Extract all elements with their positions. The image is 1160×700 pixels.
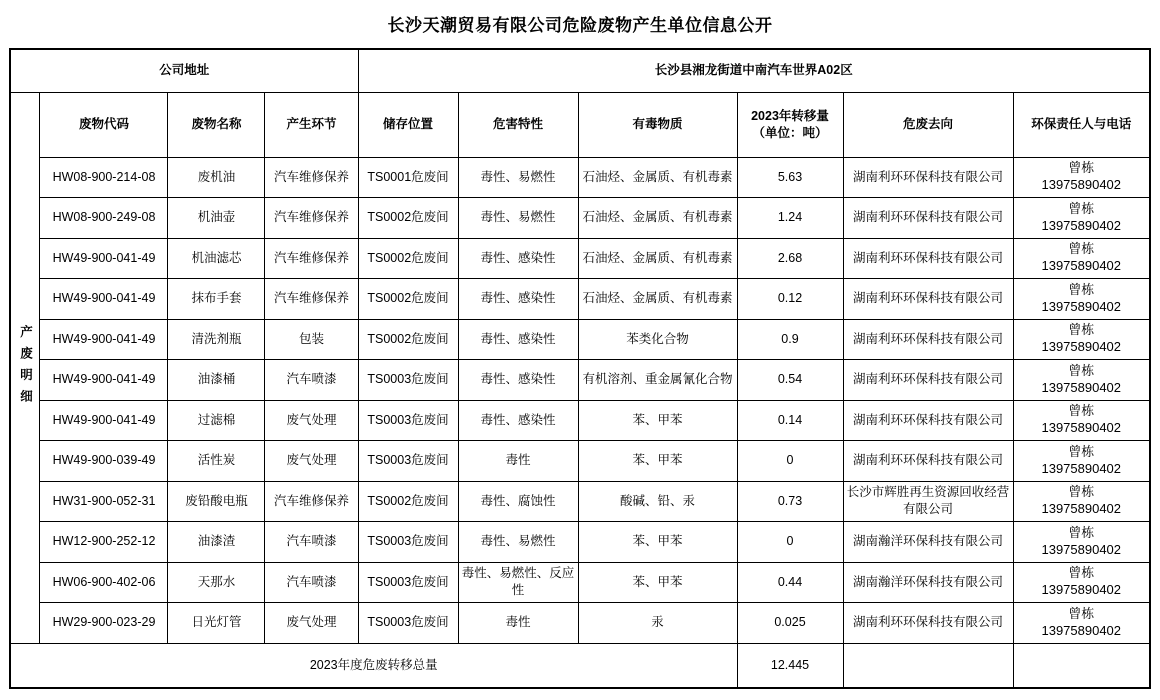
contact-person: 曾栋 [1068,605,1095,621]
waste-code-cell: HW08-900-214-08 [40,157,168,198]
toxic-cell: 苯、甲苯 [578,400,737,441]
contact-phone: 13975890402 [1041,298,1122,314]
hazard-cell: 毒性、感染性 [458,360,578,401]
stage-cell: 汽车喷漆 [265,562,358,603]
waste-name-cell: 机油滤芯 [168,238,265,279]
company-address-row [10,49,1150,92]
contact-person: 曾栋 [1068,443,1095,459]
stage-cell: 汽车喷漆 [265,522,358,563]
header-contact: 环保责任人与电话 [1013,92,1150,157]
waste-name-cell: 过滤棉 [168,400,265,441]
contact-cell [1013,562,1150,603]
storage-cell: TS0003危废间 [358,562,458,603]
hazard-cell: 毒性、感染性 [458,279,578,320]
destination-cell: 湖南利环环保科技有限公司 [843,603,1013,644]
contact-cell [1013,481,1150,522]
stage-cell: 废气处理 [265,603,358,644]
waste-name-cell: 天那水 [168,562,265,603]
hazard-cell: 毒性、感染性 [458,238,578,279]
table-row [10,481,1150,522]
waste-code-cell: HW49-900-041-49 [40,360,168,401]
destination-cell: 湖南瀚洋环保科技有限公司 [843,522,1013,563]
toxic-cell: 苯、甲苯 [578,562,737,603]
destination-cell: 湖南利环环保科技有限公司 [843,400,1013,441]
contact-person: 曾栋 [1068,160,1095,176]
contact-cell [1013,360,1150,401]
storage-cell: TS0003危废间 [358,360,458,401]
footer-empty-contact [1013,643,1150,688]
table-header-row [10,92,1150,157]
contact-phone: 13975890402 [1041,541,1122,557]
table-row [10,238,1150,279]
waste-name-cell: 机油壶 [168,198,265,239]
contact-phone: 13975890402 [1041,258,1122,274]
header-amount-line1: 2023年转移量 [751,108,829,123]
toxic-cell: 汞 [578,603,737,644]
contact-person: 曾栋 [1068,484,1095,500]
amount-cell: 0.44 [737,562,843,603]
stage-cell: 废气处理 [265,441,358,482]
header-stage: 产生环节 [265,92,358,157]
waste-name-cell: 油漆桶 [168,360,265,401]
contact-phone: 13975890402 [1041,379,1122,395]
contact-cell [1013,522,1150,563]
table-row [10,279,1150,320]
stage-cell: 汽车维修保养 [265,279,358,320]
stage-cell: 汽车喷漆 [265,360,358,401]
contact-cell [1013,279,1150,320]
table-row [10,319,1150,360]
waste-code-cell: HW49-900-041-49 [40,238,168,279]
contact-cell [1013,400,1150,441]
table-row [10,562,1150,603]
company-address-label: 公司地址 [10,49,358,92]
hazard-cell: 毒性、腐蚀性 [458,481,578,522]
amount-cell: 0.54 [737,360,843,401]
contact-phone: 13975890402 [1041,582,1122,598]
hazard-cell: 毒性、感染性 [458,319,578,360]
contact-cell [1013,603,1150,644]
waste-name-cell: 抹布手套 [168,279,265,320]
stage-cell: 汽车维修保养 [265,198,358,239]
storage-cell: TS0002危废间 [358,481,458,522]
hazard-cell: 毒性、易燃性 [458,198,578,239]
destination-cell: 湖南瀚洋环保科技有限公司 [843,562,1013,603]
contact-cell [1013,157,1150,198]
waste-code-cell: HW49-900-041-49 [40,400,168,441]
waste-name-cell: 废铅酸电瓶 [168,481,265,522]
contact-person: 曾栋 [1068,565,1095,581]
contact-person: 曾栋 [1068,241,1095,257]
header-hazard: 危害特性 [458,92,578,157]
contact-cell [1013,198,1150,239]
stage-cell: 废气处理 [265,400,358,441]
waste-code-cell: HW31-900-052-31 [40,481,168,522]
storage-cell: TS0002危废间 [358,198,458,239]
hazard-cell: 毒性、易燃性、反应性 [458,562,578,603]
destination-cell: 长沙市辉胜再生资源回收经营有限公司 [843,481,1013,522]
header-waste-name: 废物名称 [168,92,265,157]
toxic-cell: 苯、甲苯 [578,441,737,482]
contact-person: 曾栋 [1068,524,1095,540]
storage-cell: TS0003危废间 [358,441,458,482]
contact-person: 曾栋 [1068,200,1095,216]
amount-cell: 0 [737,441,843,482]
table-row [10,157,1150,198]
amount-cell: 5.63 [737,157,843,198]
contact-cell [1013,319,1150,360]
waste-code-cell: HW49-900-041-49 [40,319,168,360]
table-row [10,400,1150,441]
toxic-cell: 苯、甲苯 [578,522,737,563]
waste-name-cell: 废机油 [168,157,265,198]
table-row [10,198,1150,239]
side-label-text: 产废明细 [18,324,33,411]
amount-cell: 1.24 [737,198,843,239]
waste-name-cell: 油漆渣 [168,522,265,563]
contact-phone: 13975890402 [1041,339,1122,355]
toxic-cell: 有机溶剂、重金属氰化合物 [578,360,737,401]
contact-cell [1013,441,1150,482]
stage-cell: 汽车维修保养 [265,481,358,522]
waste-name-cell: 活性炭 [168,441,265,482]
waste-code-cell: HW12-900-252-12 [40,522,168,563]
contact-phone: 13975890402 [1041,460,1122,476]
contact-phone: 13975890402 [1041,177,1122,193]
destination-cell: 湖南利环环保科技有限公司 [843,360,1013,401]
waste-name-cell: 清洗剂瓶 [168,319,265,360]
hazard-cell: 毒性、易燃性 [458,522,578,563]
stage-cell: 包装 [265,319,358,360]
contact-person: 曾栋 [1068,362,1095,378]
waste-code-cell: HW06-900-402-06 [40,562,168,603]
hazard-cell: 毒性 [458,603,578,644]
contact-person: 曾栋 [1068,403,1095,419]
toxic-cell: 酸碱、铅、汞 [578,481,737,522]
toxic-cell: 石油烃、金属质、有机毒素 [578,157,737,198]
storage-cell: TS0002危废间 [358,279,458,320]
contact-person: 曾栋 [1068,281,1095,297]
contact-phone: 13975890402 [1041,420,1122,436]
toxic-cell: 石油烃、金属质、有机毒素 [578,279,737,320]
table-row [10,522,1150,563]
storage-cell: TS0003危废间 [358,522,458,563]
hazard-cell: 毒性、易燃性 [458,157,578,198]
contact-phone: 13975890402 [1041,501,1122,517]
stage-cell: 汽车维修保养 [265,238,358,279]
contact-person: 曾栋 [1068,322,1095,338]
table-row [10,360,1150,401]
storage-cell: TS0002危废间 [358,319,458,360]
destination-cell: 湖南利环环保科技有限公司 [843,319,1013,360]
header-amount [737,92,843,157]
destination-cell: 湖南利环环保科技有限公司 [843,238,1013,279]
total-label: 2023年度危废转移总量 [10,643,737,688]
company-address-value: 长沙县湘龙街道中南汽车世界A02区 [358,49,1150,92]
header-amount-line2: （单位：吨） [752,125,828,140]
waste-code-cell: HW49-900-041-49 [40,279,168,320]
side-label-waste-detail [10,92,40,643]
contact-cell [1013,238,1150,279]
toxic-cell: 石油烃、金属质、有机毒素 [578,198,737,239]
header-toxic: 有毒物质 [578,92,737,157]
amount-cell: 0.12 [737,279,843,320]
page-title: 长沙天潮贸易有限公司危险废物产生单位信息公开 [387,16,773,35]
storage-cell: TS0003危废间 [358,603,458,644]
waste-code-cell: HW49-900-039-49 [40,441,168,482]
destination-cell: 湖南利环环保科技有限公司 [843,279,1013,320]
contact-phone: 13975890402 [1041,217,1122,233]
waste-name-cell: 日光灯管 [168,603,265,644]
hazard-cell: 毒性、感染性 [458,400,578,441]
toxic-cell: 苯类化合物 [578,319,737,360]
amount-cell: 0 [737,522,843,563]
table-row [10,441,1150,482]
destination-cell: 湖南利环环保科技有限公司 [843,198,1013,239]
header-storage: 储存位置 [358,92,458,157]
storage-cell: TS0001危废间 [358,157,458,198]
contact-phone: 13975890402 [1041,622,1122,638]
amount-cell: 2.68 [737,238,843,279]
footer-empty-destination [843,643,1013,688]
header-destination: 危废去向 [843,92,1013,157]
amount-cell: 0.73 [737,481,843,522]
toxic-cell: 石油烃、金属质、有机毒素 [578,238,737,279]
amount-cell: 0.9 [737,319,843,360]
table-row [10,603,1150,644]
table-footer-row [10,643,1150,688]
storage-cell: TS0003危废间 [358,400,458,441]
amount-cell: 0.14 [737,400,843,441]
disclosure-table [9,48,1151,689]
header-waste-code: 废物代码 [40,92,168,157]
total-amount: 12.445 [737,643,843,688]
destination-cell: 湖南利环环保科技有限公司 [843,157,1013,198]
waste-code-cell: HW29-900-023-29 [40,603,168,644]
stage-cell: 汽车维修保养 [265,157,358,198]
amount-cell: 0.025 [737,603,843,644]
destination-cell: 湖南利环环保科技有限公司 [843,441,1013,482]
hazard-cell: 毒性 [458,441,578,482]
waste-code-cell: HW08-900-249-08 [40,198,168,239]
storage-cell: TS0002危废间 [358,238,458,279]
